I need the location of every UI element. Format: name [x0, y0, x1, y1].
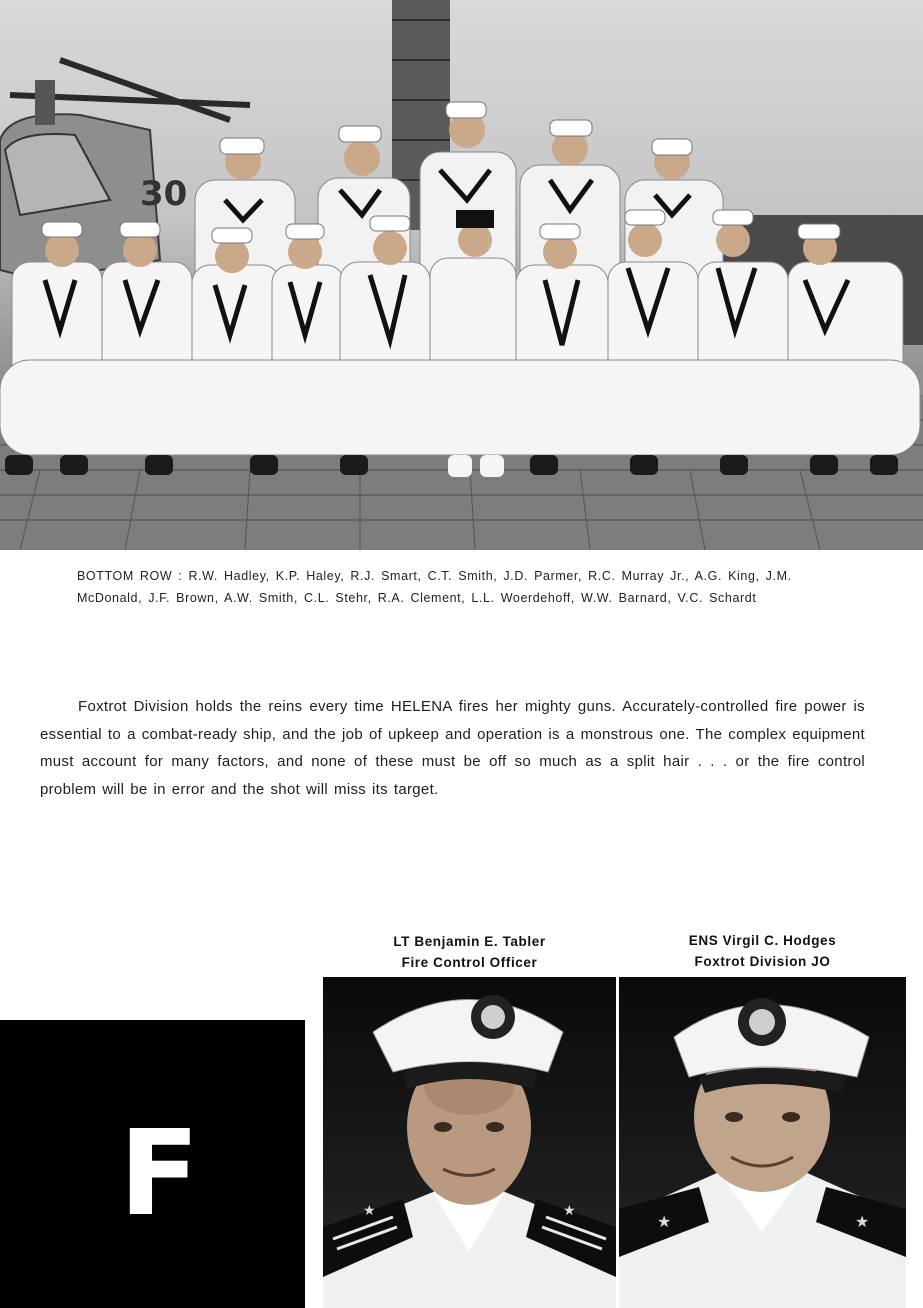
portrait-hodges-illustration	[619, 977, 906, 1308]
star-icon: ★	[563, 1202, 576, 1218]
photo-caption: BOTTOM ROW : R.W. Hadley, K.P. Haley, R.J. Smart, C.T. Smith, J.D. Parmer, R.C. Murray Jr., A.G. King, J.M. McDonald, J.F. Brown, A.W. Smith, C.L. Stehr, R.A. Clement, L.L. Woerdehoff, W.W. Barnard, V.C. Schardt	[77, 569, 792, 605]
portrait-tabler-illustration	[323, 977, 616, 1308]
division-description: Foxtrot Division holds the reins every time HELENA fires her mighty guns. Accurately-controlled fire power is essential to a combat-ready ship, and the job of upkeep and operation is a monstrous one. The complex equipment must account for many factors, and none of these must be off so much as a split hair . . . or the fire control problem will be in error and the shot will miss its target.	[40, 698, 865, 798]
star-icon: ★	[363, 1202, 376, 1218]
helicopter-marking: 30	[140, 174, 188, 214]
officer-title: Foxtrot Division JO	[694, 954, 831, 969]
division-letter: F	[119, 1104, 200, 1242]
officer-label-hodges	[619, 930, 906, 972]
star-icon: ★	[657, 1214, 672, 1231]
star-icon: ★	[855, 1214, 870, 1231]
officer-name: ENS Virgil C. Hodges	[688, 933, 837, 948]
officer-name: LT Benjamin E. Tabler	[393, 934, 546, 949]
officer-title: Fire Control Officer	[401, 955, 538, 970]
division-group-photo	[0, 0, 923, 550]
portrait-hodges	[619, 977, 906, 1308]
group-photo-illustration	[0, 0, 923, 550]
portrait-tabler	[323, 977, 616, 1308]
officer-label-tabler	[323, 931, 616, 973]
